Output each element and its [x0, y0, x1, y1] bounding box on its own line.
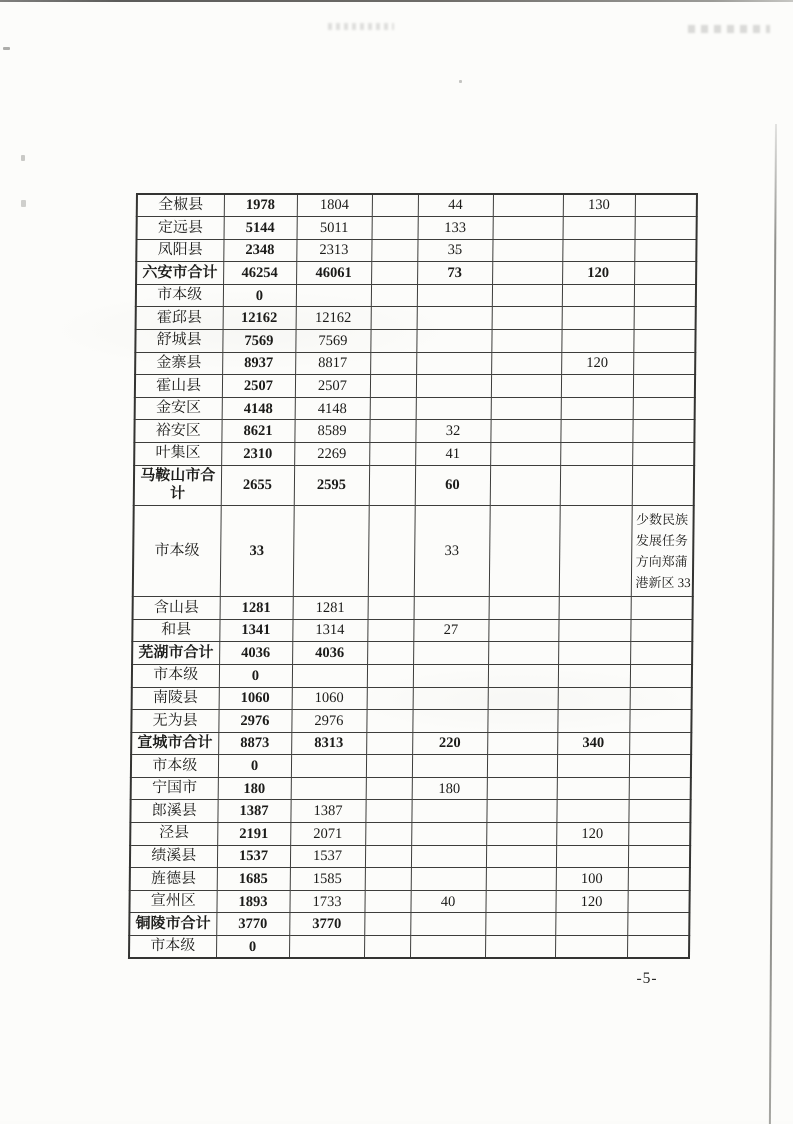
value-cell: [410, 913, 485, 936]
table-row: [135, 375, 695, 398]
value-cell: [370, 397, 416, 420]
value-cell: [628, 868, 690, 891]
value-cell: [416, 330, 491, 353]
value-cell: [633, 397, 695, 420]
value-cell: [411, 845, 486, 868]
value-cell: [485, 890, 555, 913]
value-cell: 33: [220, 506, 294, 597]
region-cell: 宣城市合计: [131, 732, 218, 755]
value-cell: 120: [555, 890, 627, 913]
value-cell: [412, 755, 487, 778]
region-cell: 凤阳县: [136, 239, 223, 262]
value-cell: 100: [556, 868, 628, 891]
region-cell: 旌德县: [130, 868, 217, 891]
value-cell: 8589: [294, 420, 369, 443]
value-cell: [558, 619, 630, 642]
value-cell: 4036: [219, 642, 292, 665]
region-cell: 六安市合计: [136, 262, 223, 285]
value-cell: [635, 194, 697, 217]
value-cell: [365, 868, 411, 891]
value-cell: [411, 868, 486, 891]
value-cell: [633, 352, 695, 375]
value-cell: [365, 823, 411, 846]
region-cell: 宣州区: [129, 890, 216, 913]
region-cell: 芜湖市合计: [132, 642, 219, 665]
value-cell: 1314: [292, 619, 367, 642]
table-row: [136, 262, 696, 285]
region-cell: 和县: [132, 619, 219, 642]
region-cell: 舒城县: [135, 330, 222, 353]
value-cell: 2310: [221, 443, 294, 466]
value-cell: [366, 755, 412, 778]
table-row: [132, 642, 692, 665]
value-cell: [489, 506, 560, 597]
scan-smudge: [328, 23, 394, 30]
page-number: -5-: [636, 970, 658, 987]
region-cell: 市本级: [132, 664, 219, 687]
scan-speck: [21, 155, 25, 161]
region-cell: 叶集区: [134, 443, 221, 466]
value-cell: [630, 664, 692, 687]
table-row: [135, 397, 695, 420]
value-cell: [493, 194, 563, 217]
region-cell: 市本级: [133, 506, 221, 597]
value-cell: [413, 664, 488, 687]
value-cell: [555, 913, 627, 936]
value-cell: [557, 777, 629, 800]
value-cell: [416, 352, 491, 375]
region-cell: 绩溪县: [130, 845, 217, 868]
value-cell: [488, 642, 558, 665]
value-cell: [371, 239, 417, 262]
value-cell: [629, 755, 691, 778]
value-cell: 33: [414, 506, 490, 597]
value-cell: 35: [417, 239, 492, 262]
value-cell: [491, 352, 561, 375]
value-cell: [416, 397, 491, 420]
value-cell: 12162: [296, 307, 371, 330]
value-cell: [632, 420, 694, 443]
scan-right-edge-shadow: [769, 124, 777, 1124]
value-cell: [629, 710, 691, 733]
value-cell: [634, 262, 696, 285]
value-cell: [369, 443, 415, 466]
value-cell: 1893: [216, 890, 289, 913]
value-cell: [493, 217, 563, 240]
value-cell: [556, 800, 628, 823]
value-cell: [365, 800, 411, 823]
value-cell: [560, 465, 632, 506]
table-row: [131, 777, 691, 800]
value-cell: 1585: [290, 868, 365, 891]
table-row: [130, 823, 690, 846]
value-cell: [632, 443, 694, 466]
value-cell: 220: [412, 732, 487, 755]
value-cell: 130: [563, 194, 635, 217]
table-row: [129, 913, 689, 936]
value-cell: [485, 913, 555, 936]
value-cell: [487, 710, 557, 733]
value-cell: [561, 375, 633, 398]
value-cell: [558, 664, 630, 687]
table-row: [130, 800, 690, 823]
value-cell: [561, 397, 633, 420]
value-cell: 73: [417, 262, 492, 285]
table-row: [133, 597, 693, 620]
region-cell: 马鞍山市合计: [134, 465, 221, 506]
value-cell: 2269: [294, 443, 369, 466]
value-cell: [492, 284, 562, 307]
value-cell: [370, 375, 416, 398]
value-cell: [556, 845, 628, 868]
value-cell: 2655: [221, 465, 294, 506]
value-cell: [366, 732, 412, 755]
region-cell: 金寨县: [135, 352, 222, 375]
value-cell: 60: [415, 465, 490, 506]
value-cell: [558, 642, 630, 665]
value-cell: 180: [412, 777, 487, 800]
table-row: [134, 420, 694, 443]
value-cell: 133: [418, 217, 493, 240]
value-cell: 120: [562, 262, 634, 285]
value-cell: [560, 443, 632, 466]
value-cell: 8817: [295, 352, 370, 375]
value-cell: [559, 506, 632, 597]
value-cell: [366, 777, 412, 800]
value-cell: [561, 330, 633, 353]
value-cell: 46254: [223, 262, 296, 285]
value-cell: 46061: [296, 262, 371, 285]
region-cell: 无为县: [131, 710, 218, 733]
value-cell: 3770: [289, 913, 364, 936]
region-cell: 霍山县: [135, 375, 222, 398]
value-cell: [417, 307, 492, 330]
value-cell: [488, 687, 558, 710]
table-body: [129, 194, 697, 958]
value-cell: [630, 687, 692, 710]
value-cell: 0: [219, 664, 292, 687]
value-cell: 1537: [290, 845, 365, 868]
value-cell: [371, 307, 417, 330]
value-cell: [634, 284, 696, 307]
value-cell: [560, 420, 632, 443]
value-cell: [627, 936, 689, 959]
value-cell: [627, 890, 689, 913]
value-cell: [487, 755, 557, 778]
value-cell: 7569: [295, 330, 370, 353]
value-cell: [291, 755, 366, 778]
value-cell: [416, 375, 491, 398]
value-cell: [628, 845, 690, 868]
value-cell: 340: [557, 732, 629, 755]
value-cell: [486, 845, 556, 868]
scan-top-edge-shadow: [0, 0, 793, 2]
value-cell: [563, 217, 635, 240]
region-cell: 裕安区: [134, 420, 221, 443]
value-cell: [296, 284, 371, 307]
value-cell: 120: [556, 823, 628, 846]
value-cell: [371, 262, 417, 285]
value-cell: [630, 642, 692, 665]
value-cell: 1281: [293, 597, 368, 620]
value-cell: [492, 262, 562, 285]
value-cell: [491, 397, 561, 420]
table-row: [130, 845, 690, 868]
value-cell: [486, 800, 556, 823]
value-cell: [367, 642, 413, 665]
value-cell: [369, 420, 415, 443]
value-cell: 5144: [224, 217, 297, 240]
table-row: [129, 890, 689, 913]
value-cell: [366, 710, 412, 733]
table-row: [134, 443, 694, 466]
value-cell: 0: [218, 755, 291, 778]
value-cell: [490, 443, 560, 466]
value-cell: [367, 664, 413, 687]
value-cell: 8873: [218, 732, 291, 755]
table-row: [136, 284, 696, 307]
value-cell: [369, 465, 415, 506]
value-cell: [634, 239, 696, 262]
value-cell: [292, 664, 367, 687]
value-cell: 1387: [290, 800, 365, 823]
value-cell: [293, 506, 369, 597]
region-cell: 全椒县: [137, 194, 224, 217]
value-cell: [411, 823, 486, 846]
value-cell: [367, 619, 413, 642]
scan-smudge: [688, 25, 770, 33]
value-cell: [368, 597, 414, 620]
value-cell: [557, 755, 629, 778]
table-row: [134, 465, 694, 506]
value-cell: [364, 936, 410, 959]
value-cell: [364, 890, 410, 913]
value-cell: 4148: [295, 397, 370, 420]
value-cell: [487, 732, 557, 755]
table-row: [135, 330, 695, 353]
value-cell: 41: [415, 443, 490, 466]
value-cell: 2313: [296, 239, 371, 262]
value-cell: [633, 375, 695, 398]
value-cell: [370, 352, 416, 375]
value-cell: [631, 597, 693, 620]
value-cell: [486, 868, 556, 891]
value-cell: [410, 936, 485, 959]
value-cell: [489, 597, 559, 620]
value-cell: 2595: [294, 465, 369, 506]
scan-speck: [3, 47, 10, 50]
value-cell: [628, 800, 690, 823]
table-row: [131, 710, 691, 733]
value-cell: 2348: [223, 239, 296, 262]
value-cell: [629, 777, 691, 800]
region-cell: 泾县: [130, 823, 217, 846]
region-cell: 霍邱县: [136, 307, 223, 330]
value-cell: 2507: [295, 375, 370, 398]
region-cell: 含山县: [133, 597, 220, 620]
value-cell: 0: [223, 284, 296, 307]
value-cell: [627, 913, 689, 936]
value-cell: [492, 239, 562, 262]
value-cell: [557, 710, 629, 733]
value-cell: 1387: [217, 800, 290, 823]
value-cell: [370, 330, 416, 353]
value-cell: [485, 936, 555, 959]
value-cell: 180: [218, 777, 291, 800]
value-cell: [372, 194, 418, 217]
value-cell: 120: [561, 352, 633, 375]
value-cell: [558, 687, 630, 710]
region-cell: 市本级: [129, 936, 216, 959]
value-cell: [414, 597, 489, 620]
scan-speck: [459, 80, 462, 83]
table-row: [137, 217, 697, 240]
table-row: [129, 936, 689, 959]
statistics-table-wrap: [128, 193, 697, 959]
value-cell: [412, 710, 487, 733]
value-cell: 4148: [222, 397, 295, 420]
value-cell: 5011: [297, 217, 372, 240]
value-cell: [289, 936, 364, 959]
note-cell: 少数民族 发展任务 方向郑蒲 港新区 33: [631, 506, 694, 597]
value-cell: [492, 307, 562, 330]
value-cell: 1341: [219, 619, 292, 642]
value-cell: 2976: [218, 710, 291, 733]
value-cell: 1978: [224, 194, 297, 217]
table-row: [136, 239, 696, 262]
value-cell: 1060: [219, 687, 292, 710]
value-cell: [491, 375, 561, 398]
value-cell: [413, 687, 488, 710]
value-cell: [562, 284, 634, 307]
value-cell: 1537: [217, 845, 290, 868]
value-cell: [634, 307, 696, 330]
value-cell: [490, 420, 560, 443]
value-cell: [628, 823, 690, 846]
value-cell: [364, 913, 410, 936]
value-cell: [291, 777, 366, 800]
value-cell: 44: [418, 194, 493, 217]
table-row: [132, 619, 692, 642]
table-row: [136, 307, 696, 330]
value-cell: 1804: [297, 194, 372, 217]
value-cell: 0: [216, 936, 289, 959]
value-cell: 3770: [216, 913, 289, 936]
region-cell: 金安区: [135, 397, 222, 420]
value-cell: 2507: [222, 375, 295, 398]
value-cell: 4036: [292, 642, 367, 665]
value-cell: 8937: [222, 352, 295, 375]
value-cell: [413, 642, 488, 665]
region-cell: 市本级: [131, 755, 218, 778]
table-row: [135, 352, 695, 375]
value-cell: 2191: [217, 823, 290, 846]
value-cell: [368, 506, 415, 597]
value-cell: [486, 823, 556, 846]
value-cell: 8313: [291, 732, 366, 755]
value-cell: 32: [415, 420, 490, 443]
statistics-table: [128, 193, 698, 959]
region-cell: 定远县: [137, 217, 224, 240]
region-cell: 铜陵市合计: [129, 913, 216, 936]
table-row: [132, 664, 692, 687]
table-row: [137, 194, 697, 217]
value-cell: [372, 217, 418, 240]
value-cell: 2976: [291, 710, 366, 733]
value-cell: [365, 845, 411, 868]
value-cell: [411, 800, 486, 823]
value-cell: [629, 732, 691, 755]
value-cell: 1060: [292, 687, 367, 710]
value-cell: [635, 217, 697, 240]
value-cell: 8621: [221, 420, 294, 443]
value-cell: [562, 239, 634, 262]
value-cell: [417, 284, 492, 307]
value-cell: 7569: [222, 330, 295, 353]
value-cell: 12162: [223, 307, 296, 330]
value-cell: 40: [410, 890, 485, 913]
value-cell: [562, 307, 634, 330]
value-cell: [633, 330, 695, 353]
value-cell: [559, 597, 631, 620]
region-cell: 郎溪县: [130, 800, 217, 823]
value-cell: 27: [413, 619, 488, 642]
table-row: [132, 687, 692, 710]
value-cell: [488, 619, 558, 642]
value-cell: 1281: [220, 597, 293, 620]
region-cell: 市本级: [136, 284, 223, 307]
value-cell: 1733: [289, 890, 364, 913]
value-cell: [630, 619, 692, 642]
region-cell: 宁国市: [131, 777, 218, 800]
value-cell: [490, 465, 560, 506]
value-cell: 1685: [217, 868, 290, 891]
value-cell: [487, 777, 557, 800]
table-row: [133, 506, 694, 597]
value-cell: [555, 936, 627, 959]
value-cell: [488, 664, 558, 687]
table-row: [131, 755, 691, 778]
scan-speck: [21, 200, 26, 207]
value-cell: [367, 687, 413, 710]
value-cell: [491, 330, 561, 353]
table-row: [130, 868, 690, 891]
value-cell: [632, 465, 694, 506]
region-cell: 南陵县: [132, 687, 219, 710]
value-cell: 2071: [290, 823, 365, 846]
table-row: [131, 732, 691, 755]
value-cell: [371, 284, 417, 307]
